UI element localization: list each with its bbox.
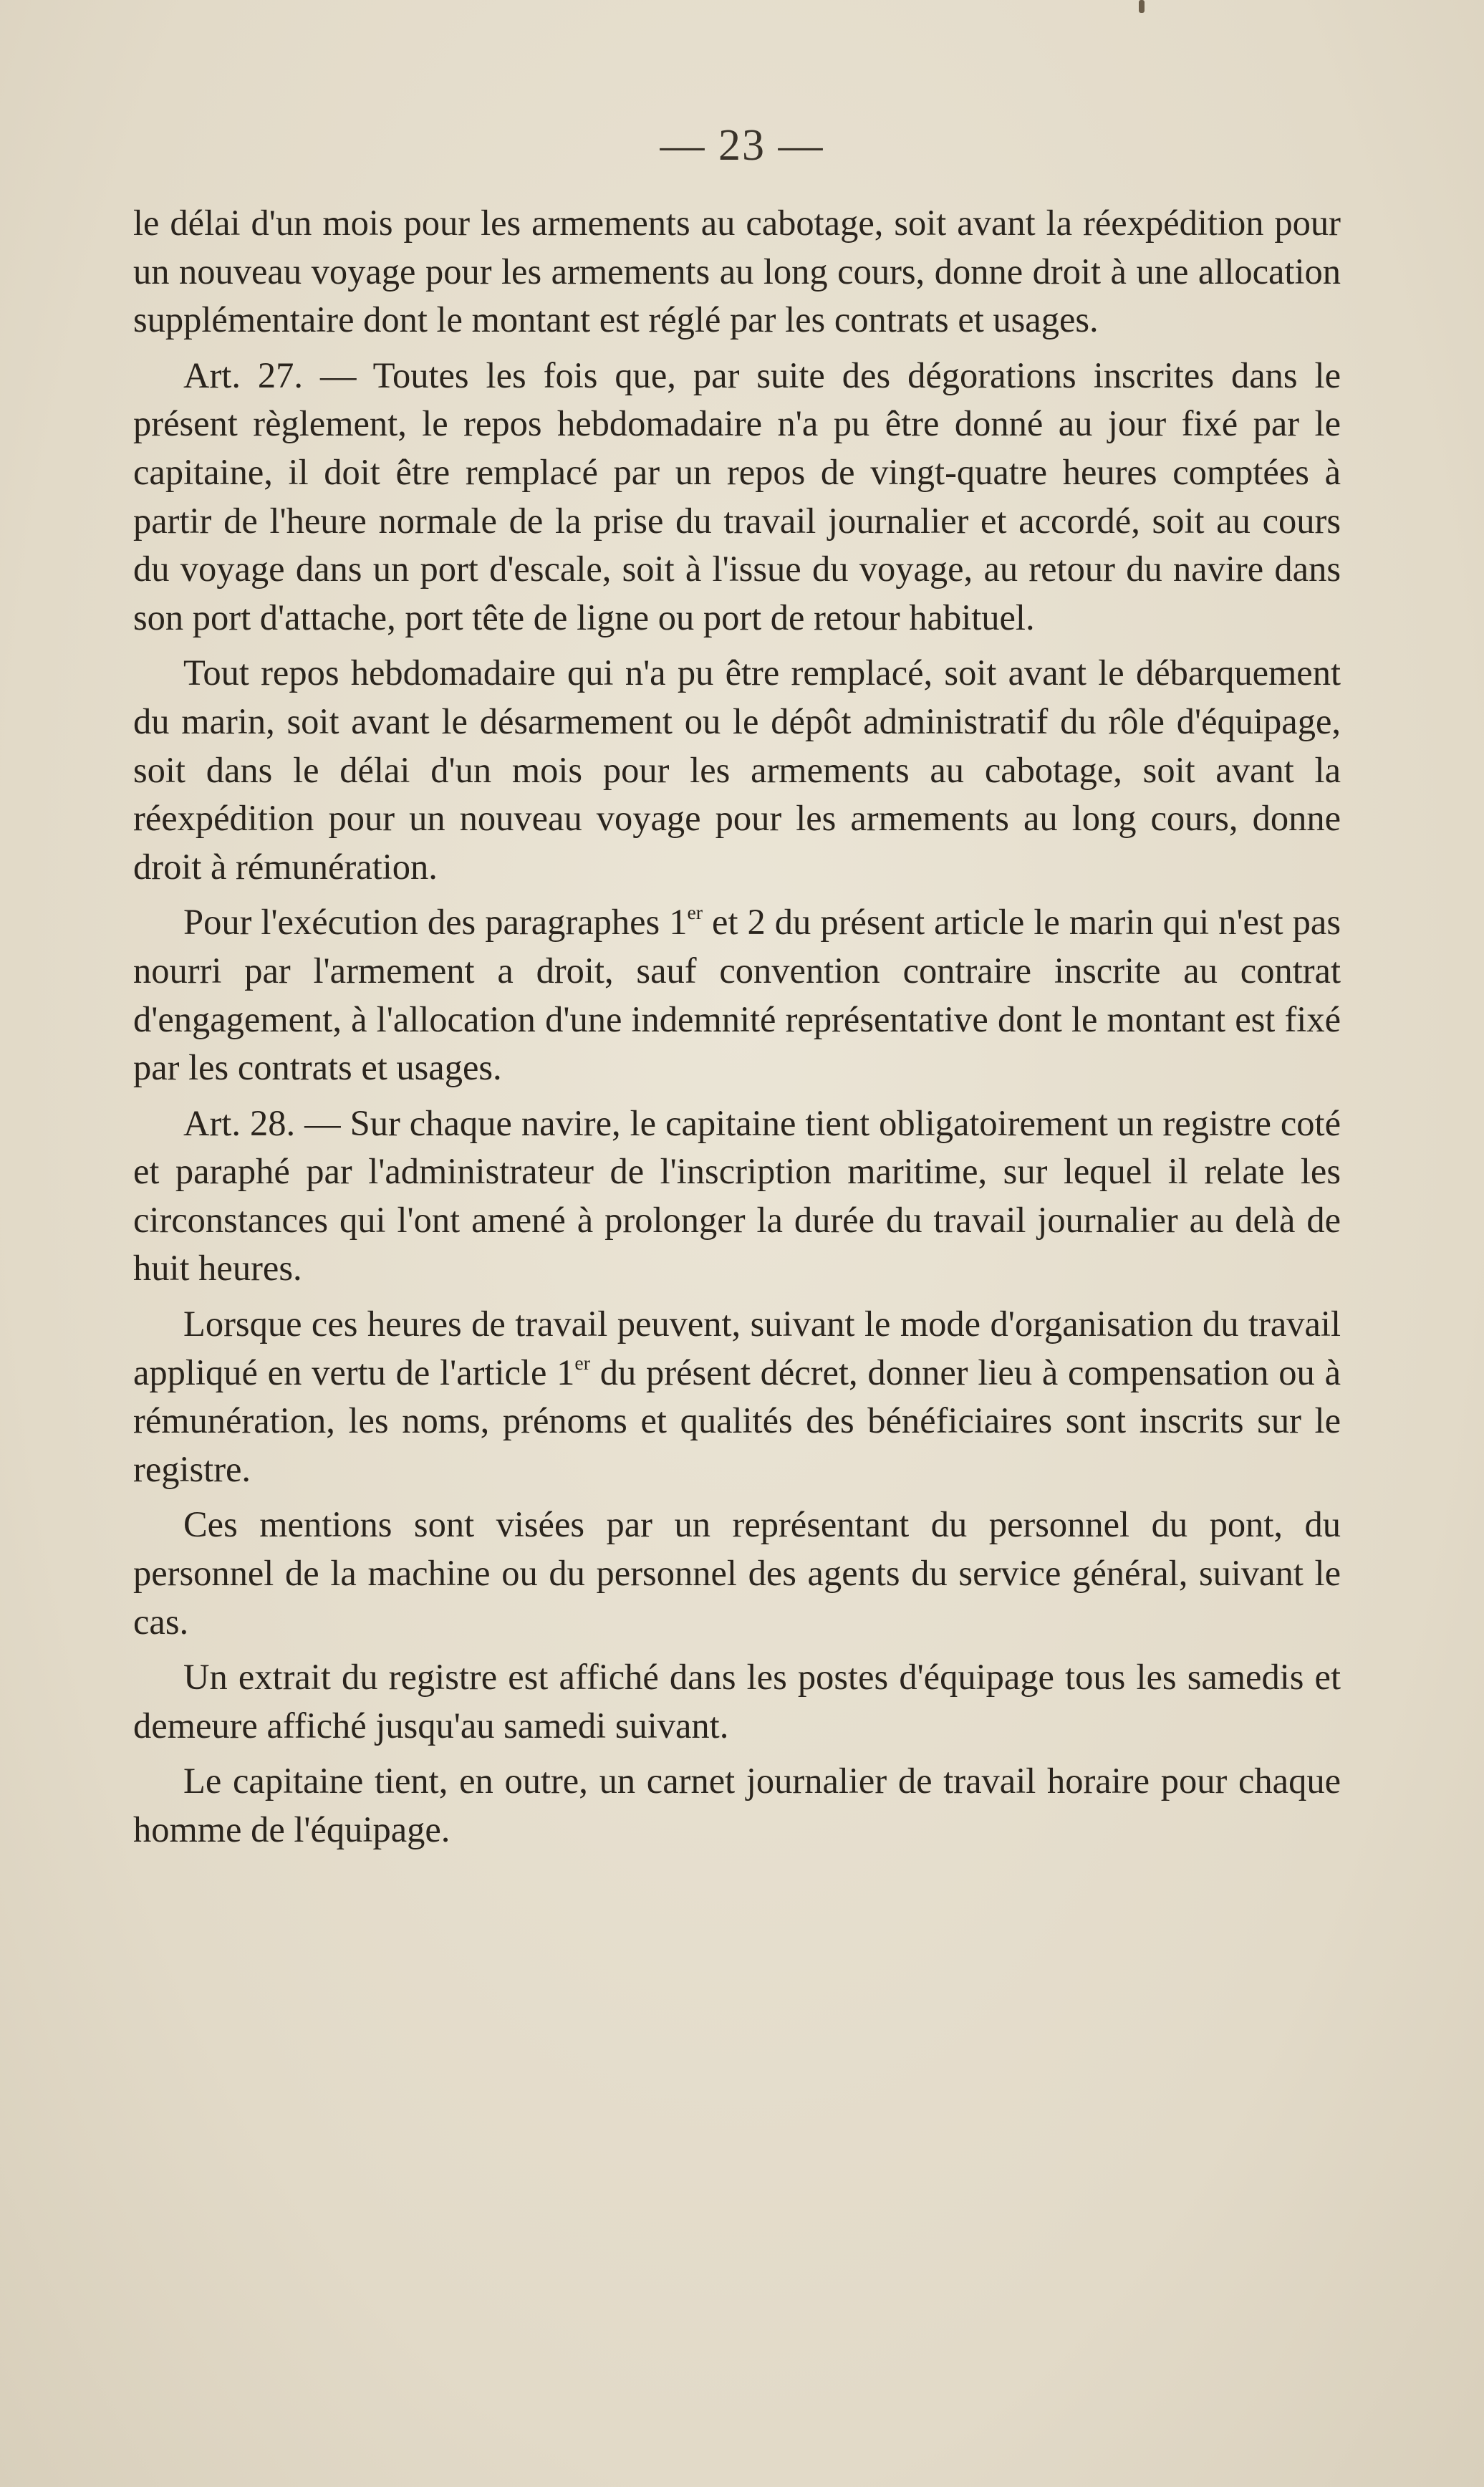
paragraph-continuation: le délai d'un mois pour les armements au cabotage, soit avant la réexpédition pour un nouveau voyage pour les armements au long cours, donne droit à une allocation supplémentaire dont le montant est réglé par les contrats et usages. bbox=[133, 203, 1341, 340]
paragraph-text-part: Pour l'exécution des paragraphes 1 bbox=[183, 902, 688, 943]
ink-speck bbox=[1139, 0, 1145, 13]
paragraph-art-27: Art. 27. — Toutes les fois que, par suite des dégorations inscrites dans le présent règlement, le repos hebdomadaire n'a pu être donné au jour fixé par le capitaine, il doit être remplacé par un repos de vingt-quatre heures comptées à partir de l'heure normale de la prise du travail journalier et accordé, soit au cours du voyage dans un port d'escale, soit à l'issue du voyage, au retour du navire dans son port d'attache, port tête de ligne ou port de retour habituel. bbox=[133, 355, 1341, 638]
paragraph-text-part: Lorsque ces heures de travail peuvent, suivant le mode d'organisation du travail appliqué en vertu de l'article 1 bbox=[133, 1304, 1341, 1392]
paragraph-heures-de-travail bbox=[133, 1300, 1341, 1493]
paragraph-art-28: Art. 28. — Sur chaque navire, le capitaine tient obligatoirement un registre coté et paraphé par l'administrateur de l'inscription maritime, sur lequel il relate les circonstances qui l'ont amené à prolonger la durée du travail journalier au delà de huit heures. bbox=[133, 1102, 1341, 1289]
page-number: — 23 — bbox=[660, 121, 824, 170]
paragraph-text-part: du présent décret, donner lieu à compensation ou à rémunération, les noms, prénoms et qualités des bénéficiaires sont inscrits sur le registre. bbox=[133, 1352, 1341, 1489]
paragraph-mentions-visees: Ces mentions sont visées par un représentant du personnel du pont, du personnel de la machine ou du personnel des agents du service général, suivant le cas. bbox=[133, 1504, 1341, 1642]
body-text bbox=[133, 199, 1341, 1862]
superscript-er: er bbox=[574, 1352, 590, 1375]
paragraph-repos-hebdomadaire: Tout repos hebdomadaire qui n'a pu être remplacé, soit avant le débarquement du marin, soit avant le désarmement ou le dépôt administratif du rôle d'équipage, soit dans le délai d'un mois pour les armements au cabotage, soit avant la réexpédition pour un nouveau voyage pour les armements au long cours, donne droit à rémunération. bbox=[133, 653, 1341, 887]
superscript-er: er bbox=[687, 902, 703, 925]
paragraph-carnet-journalier: Le capitaine tient, en outre, un carnet journalier de travail horaire pour chaque homme de l'équipage. bbox=[133, 1761, 1341, 1849]
paragraph-text-part: et 2 du présent article le marin qui n'est pas nourri par l'armement a droit, sauf convention contraire inscrite au contrat d'engagement, à l'allocation d'une indemnité représentative dont le montant est fixé par les contrats et usages. bbox=[133, 902, 1341, 1088]
paragraph-execution-paragraphes bbox=[133, 898, 1341, 1092]
paragraph-extrait-registre: Un extrait du registre est affiché dans les postes d'équipage tous les samedis et demeure affiché jusqu'au samedi suivant. bbox=[133, 1657, 1341, 1746]
